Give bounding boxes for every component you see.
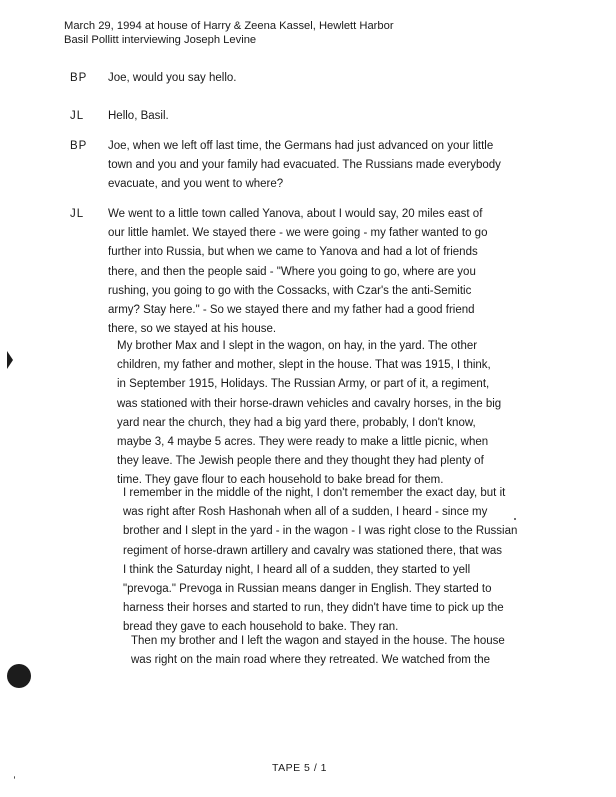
- turn-text: [108, 69, 500, 88]
- binding-mark: [7, 351, 13, 369]
- text-line: was stationed with their horse-drawn vehicles and cavalry horses, in the big: [117, 397, 502, 410]
- text-line: rushing, you going to go with the Cossacks, with Czar's the anti-Semitic: [108, 284, 472, 297]
- text-line: time. They gave flour to each household to bake bread for them.: [117, 474, 444, 487]
- text-line: town and you and your family had evacuated. The Russians made everybody: [108, 159, 501, 172]
- text-line: was right on the main road where they retreated. We watched from the: [131, 654, 491, 667]
- speaker-label: BP: [70, 140, 88, 152]
- text-line: We went to a little town called Yanova, about I would say, 20 miles east of: [108, 208, 483, 220]
- turn-text: [108, 205, 500, 339]
- text-line: brother and I slept in the yard - in the wagon - I was right close to the Russian: [123, 525, 518, 538]
- punch-hole-mark: [7, 664, 31, 688]
- text-line: Then my brother and I left the wagon and stayed in the house. The house: [131, 635, 505, 647]
- text-line: army? Stay here." - So we stayed there and my father had a good friend: [108, 304, 475, 317]
- text-line: regiment of horse-drawn artillery and cavalry was stationed there, that was: [123, 544, 503, 557]
- text-line: maybe 3, 4 maybe 5 acres. They were ready to make a little picnic, when: [117, 436, 489, 449]
- text-line: in September 1915, Holidays. The Russian Army, or part of it, a regiment,: [117, 378, 490, 391]
- text-line: they leave. The Jewish people there and they thought they had plenty of: [117, 455, 484, 468]
- text-line: bread they gave to each household to bake. They ran.: [123, 621, 399, 634]
- document-header: [64, 19, 394, 47]
- text-line: children, my father and mother, slept in the house. That was 1915, I think,: [117, 359, 491, 372]
- turn-text: [108, 137, 500, 195]
- text-line: was right after Rosh Hashonah when all of a sudden, I heard - since my: [123, 506, 488, 519]
- text-line: My brother Max and I slept in the wagon, on hay, in the yard. The other: [117, 340, 478, 352]
- text-line: Joe, would you say hello.: [108, 72, 237, 84]
- text-line: further into Russia, but when we came to Yanova and had a lot of friends: [108, 246, 478, 259]
- header-interview-line: Basil Pollitt interviewing Joseph Levine: [64, 34, 257, 46]
- text-line: I think the Saturday night, I heard all of a sudden, they started to yell: [123, 563, 471, 576]
- text-line: yard near the church, they had a big yard there, probably, I don't know,: [117, 416, 476, 429]
- text-line: there, and then the people said - "Where you going to go, where are you: [108, 265, 476, 278]
- narrative-paragraph: [131, 632, 531, 670]
- text-line: harness their horses and started to run, they didn't have time to pick up the: [123, 602, 504, 615]
- text-line: Joe, when we left off last time, the Germans had just advanced on your little: [108, 140, 494, 152]
- scan-speck: [514, 518, 516, 520]
- turn-text: [108, 107, 500, 126]
- header-date-location: March 29, 1994 at house of Harry & Zeena Kassel, Hewlett Harbor: [64, 20, 394, 32]
- text-line: there, so we stayed at his house.: [108, 323, 277, 336]
- scan-speck: [14, 776, 15, 779]
- text-line: I remember in the middle of the night, I don't remember the exact day, but it: [123, 487, 506, 499]
- text-line: Hello, Basil.: [108, 110, 169, 122]
- tape-footer: TAPE 5 / 1: [272, 762, 327, 774]
- narrative-paragraph: [117, 337, 517, 491]
- text-line: our little hamlet. We stayed there - we were going - my father wanted to go: [108, 227, 488, 240]
- speaker-label: JL: [70, 208, 85, 220]
- narrative-paragraph: [123, 484, 523, 638]
- speaker-label: JL: [70, 110, 85, 122]
- text-line: "prevoga." Prevoga in Russian means danger in English. They started to: [123, 583, 492, 596]
- speaker-label: BP: [70, 72, 88, 84]
- text-line: evacuate, and you went to where?: [108, 178, 284, 191]
